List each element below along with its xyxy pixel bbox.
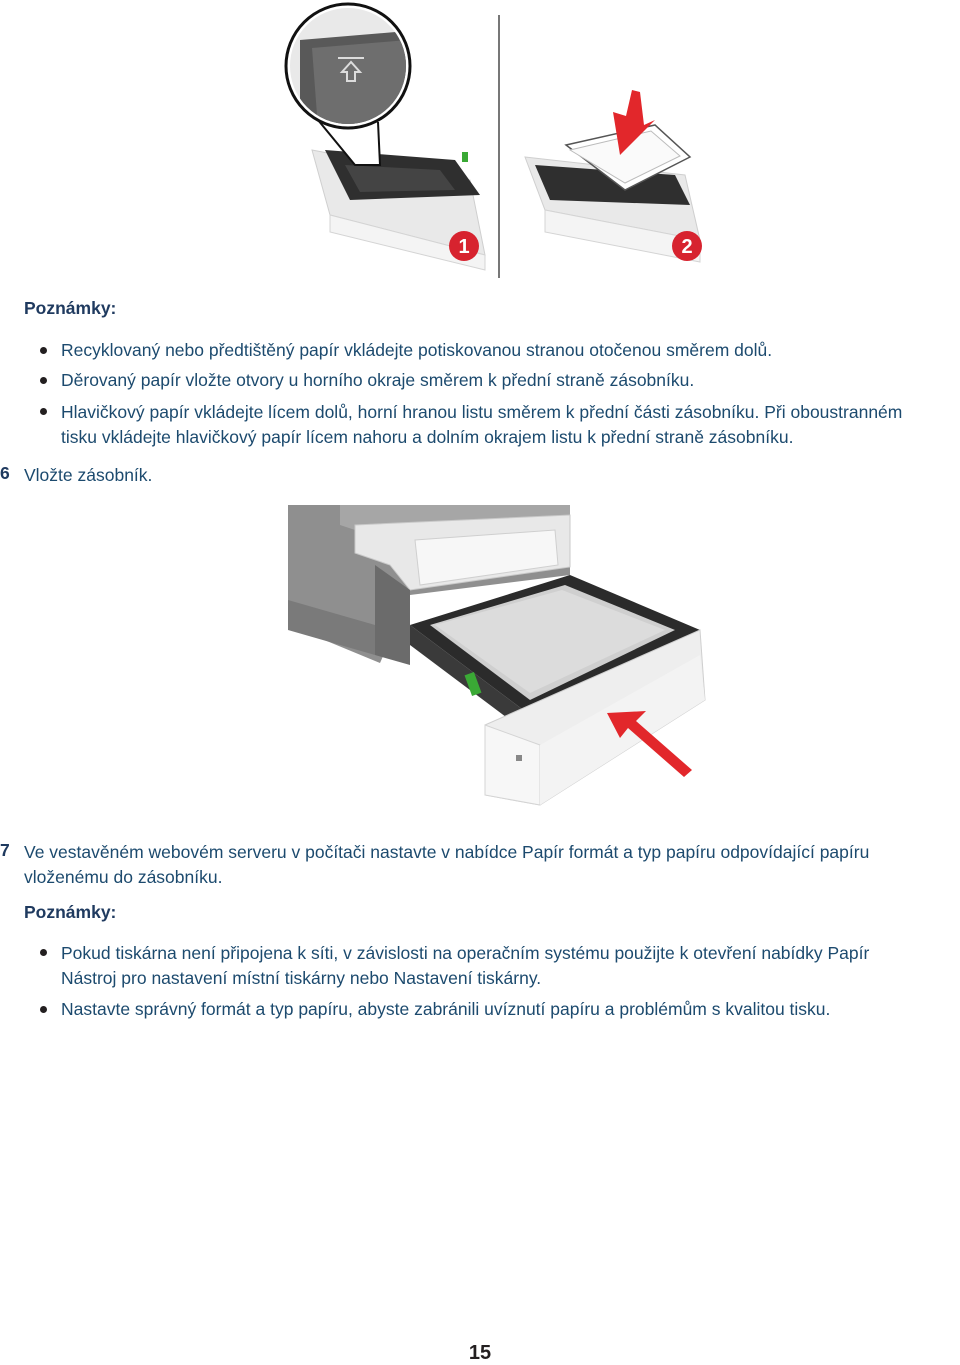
bullet-dot	[40, 1006, 47, 1013]
step-7-text-line2: vloženému do zásobníku.	[24, 867, 223, 887]
note-item-format: Nastavte správný formát a typ papíru, abyste zabránili uvíznutí papíru a problémům s kvalitou tisku.	[61, 999, 831, 1019]
note-item-network: Pokud tiskárna není připojena k síti, v závislosti na operačním systému použijte k otevření nabídky Papír	[61, 943, 870, 963]
note-item-punched: Děrovaný papír vložte otvory u horního okraje směrem k přední straně zásobníku.	[61, 370, 695, 390]
paper-tray	[410, 575, 705, 805]
step-7-text-line1: Ve vestavěném webovém serveru v počítači nastavte v nabídce Papír formát a typ papíru odpovídající papíru	[24, 842, 870, 862]
callout-badge-1	[449, 231, 479, 261]
step-number-7: 7	[0, 840, 10, 860]
notes-heading-1: Poznámky:	[24, 298, 117, 318]
step-number-6: 6	[0, 463, 10, 483]
svg-text:2: 2	[681, 236, 693, 258]
magnifier-callout	[280, 0, 420, 165]
note-item-letterhead: Hlavičkový papír vkládejte lícem dolů, horní hranou listu směrem k přední části zásobníku. Při oboustranném	[61, 402, 903, 422]
tray-insert-figure	[280, 505, 720, 825]
note-item-letterhead-cont: tisku vkládejte hlavičkový papír lícem nahoru a dolním okrajem listu k přední straně zásobníku.	[61, 427, 794, 447]
bullet-dot	[40, 377, 47, 384]
bullet-dot	[40, 347, 47, 354]
svg-text:1: 1	[458, 236, 470, 258]
page-number: 15	[468, 1342, 492, 1364]
bullet-dot	[40, 408, 47, 415]
tray-figure-top	[0, 0, 960, 290]
step-6-text: Vložte zásobník.	[24, 465, 153, 485]
notes-heading-2: Poznámky:	[24, 902, 117, 922]
note-item-recycled: Recyklovaný nebo předtištěný papír vkládejte potiskovanou stranou otočenou směrem dolů.	[61, 340, 773, 360]
note-item-network-cont: Nástroj pro nastavení místní tiskárny nebo Nastavení tiskárny.	[61, 968, 542, 988]
bullet-dot	[40, 949, 47, 956]
callout-badge-2	[672, 231, 702, 261]
